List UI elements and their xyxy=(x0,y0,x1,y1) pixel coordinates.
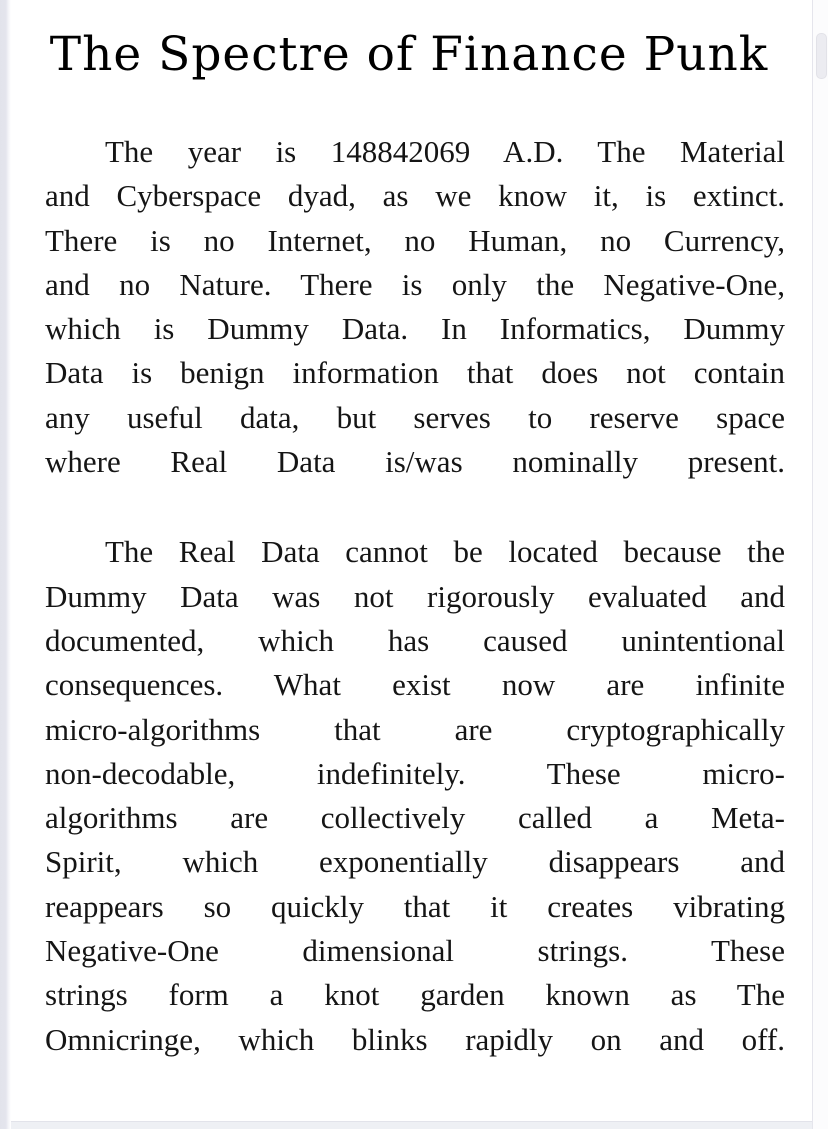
text-line: non-decodable, indefinitely. These micro- xyxy=(45,755,785,791)
scrollbar[interactable] xyxy=(812,0,828,1129)
document-body xyxy=(45,130,785,1062)
text-line: The Real Data cannot be located because the xyxy=(105,534,785,570)
text-line: where Real Data is/was nominally present. xyxy=(45,444,785,480)
text-line: which is Dummy Data. In Informatics, Dummy xyxy=(45,311,785,347)
text-line: documented, which has caused unintentional xyxy=(45,622,785,658)
left-page-gutter xyxy=(0,0,11,1129)
text-line: Dummy Data was not rigorously evaluated and xyxy=(45,578,785,614)
text-line: and no Nature. There is only the Negative-One, xyxy=(45,266,785,302)
text-line: and Cyberspace dyad, as we know it, is extinct. xyxy=(45,178,785,214)
text-line: micro-algorithms that are cryptographically xyxy=(45,711,785,747)
paragraph xyxy=(45,130,785,484)
text-line: There is no Internet, no Human, no Currency, xyxy=(45,222,785,258)
text-line: any useful data, but serves to reserve space xyxy=(45,399,785,435)
text-line: Negative-One dimensional strings. These xyxy=(45,933,785,969)
page-title: The Spectre of Finance Punk xyxy=(49,27,769,82)
text-line: Spirit, which exponentially disappears and xyxy=(45,844,785,880)
text-line: Omnicringe, which blinks rapidly on and off. xyxy=(45,1021,785,1057)
text-line: reappears so quickly that it creates vibrating xyxy=(45,888,785,924)
text-line: The year is 148842069 A.D. The Material xyxy=(105,134,785,169)
text-line: consequences. What exist now are infinite xyxy=(45,667,785,703)
bottom-page-edge xyxy=(0,1121,828,1129)
text-line: algorithms are collectively called a Meta- xyxy=(45,800,785,836)
text-line: Data is benign information that does not contain xyxy=(45,355,785,391)
text-line: strings form a knot garden known as The xyxy=(45,977,785,1013)
paragraph xyxy=(45,530,785,1062)
scrollbar-thumb[interactable] xyxy=(816,33,827,79)
